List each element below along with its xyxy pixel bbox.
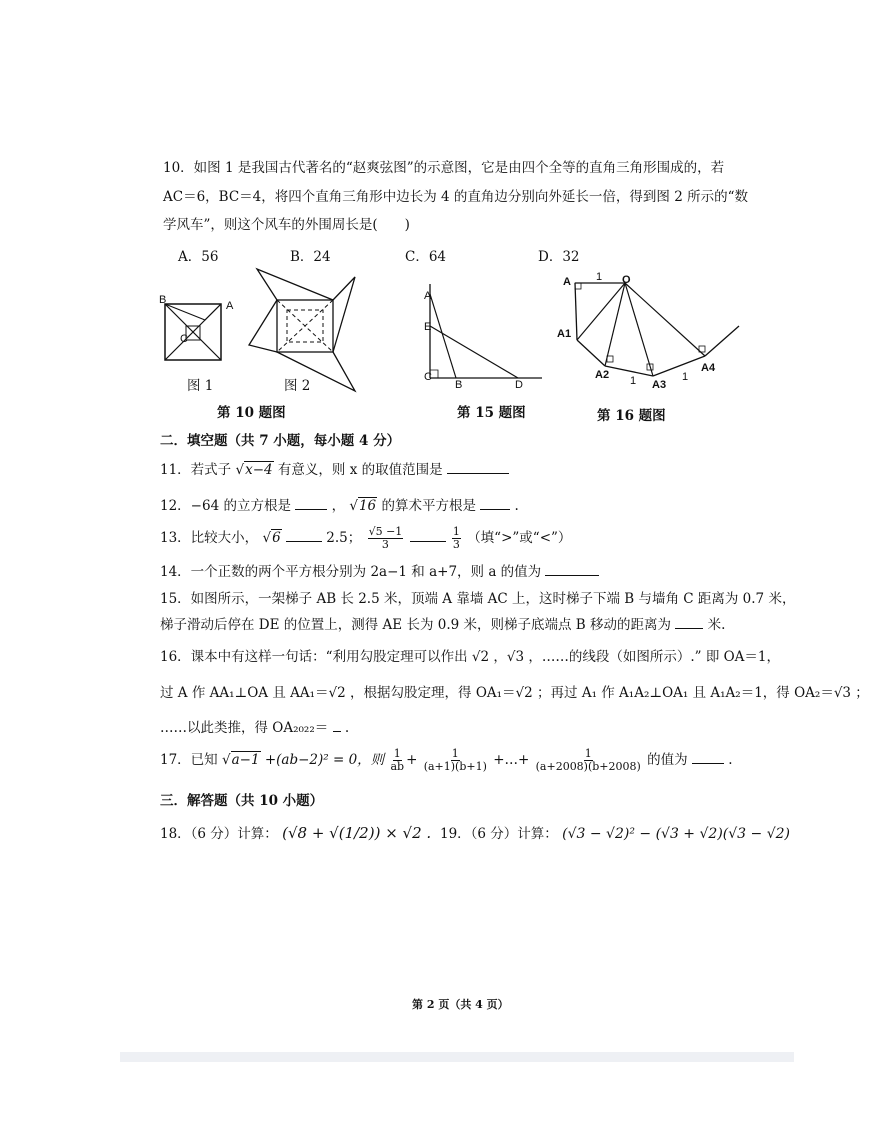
fig10-caption: 第 10 题图 [217,405,286,421]
q17-answer-blank[interactable] [692,751,724,764]
q17-f1-den: ab [390,760,405,773]
q17-f2-num: 1 [451,747,459,760]
fig15-point-a: A [424,290,432,302]
q13-frac2-num: 1 [452,525,460,538]
q17-dots: +…+ [493,752,530,768]
q10-option-d: D．32 [538,249,580,265]
q19-pre: 19．（6 分）计算： [440,826,558,842]
q14-text: 14．一个正数的两个平方根分别为 2a−1 和 a+7，则 a 的值为 [160,564,542,580]
fig16-point-a4: A4 [701,362,716,374]
q16-line3 [160,716,349,736]
q16-line3-text: ……以此类推，得 OA₂₀₂₂＝ [160,720,329,736]
q10-option-a: A．56 [178,249,219,265]
q11-post: 有意义，则 x 的取值范围是 [277,462,443,478]
q17-f3-num: 1 [584,747,592,760]
q11-radicand: x−4 [245,462,273,478]
q10-option-b: B．24 [290,249,331,265]
q18 [160,822,431,842]
q17-radicand: a−1 [231,752,260,768]
q13: 13．比较大小， √6 2.5； $\frac{√5 -1}{3}$ $\frac{1}{3}$ （填“>”或“<”） [160,525,572,551]
fig16-point-o: O [622,274,631,286]
q17-post: 的值为 [647,752,688,768]
fig16-point-a1: A1 [557,328,572,340]
q12: 12．−64 的立方根是 ， √16 的算术平方根是 . [160,498,519,514]
q15-line2-text: 梯子滑动后停在 DE 的位置上，测得 AE 长为 0.9 米，则梯子底端点 B 移动的距离为 [160,617,672,633]
q14 [160,560,599,580]
section-3-heading: 三．解答题（共 10 小题） [160,793,324,809]
fig15-point-b: B [455,379,463,391]
q17: 17．已知 √a−1 +(ab−2)² = 0，则 $\frac{1}{ab}$ + $\frac{1}{(a+1)(b+1)}$ +…+ $\frac{1}{(a+2008)(b+2008)}$ 的值为 . [160,747,733,773]
q17-condition: +(ab−2)² = 0，则 [264,752,385,768]
page-footer: 第 2 页（共 4 页） [412,998,509,1011]
fig15-point-d: D [515,379,523,391]
q16-answer-blank[interactable] [333,719,341,732]
q12-end: . [514,498,519,514]
q13-pre: 13．比较大小， [160,530,259,546]
q17-f3-den: (a+2008)(b+2008) [535,760,641,773]
fig15-caption: 第 15 题图 [457,405,526,421]
bottom-strip [120,1052,794,1062]
fig1-point-a: A [226,300,234,312]
q10-option-c: C．64 [405,249,447,265]
q15-answer-blank[interactable] [675,616,703,629]
q15-line2 [160,613,725,633]
q18-pre: 18．（6 分）计算： [160,826,278,842]
q10-line1: 10．如图 1 是我国古代著名的“赵爽弦图”的示意图，它是由四个全等的直角三角形围成的，若 [163,160,725,176]
q13-frac2-den: 3 [452,538,460,551]
fig16-point-a: A [563,276,571,288]
fig15-point-c: C [424,371,432,383]
q18-expression: (√8 + √(1/2)) × √2 . [282,824,432,842]
q11-pre: 11．若式子 [160,462,232,478]
q15-line2-end: 米. [707,617,726,633]
q13-radicand: 6 [272,530,281,546]
fig1-point-b: B [159,294,167,306]
q13-blank-1[interactable] [286,529,322,542]
q16-end: . [344,720,350,736]
q11-answer-blank[interactable] [447,461,509,474]
q14-answer-blank[interactable] [545,563,599,576]
q12-blank-1[interactable] [295,497,327,510]
section-2-heading: 二．填空题（共 7 小题，每小题 4 分） [160,433,401,449]
fig1-label: 图 1 [187,378,214,394]
q12-mid: ， [331,498,346,514]
q15-line1: 15．如图所示，一架梯子 AB 长 2.5 米，顶端 A 靠墙 AC 上，这时梯子下端 B 与墙角 C 距离为 0.7 米， [160,591,796,607]
q13-frac1-den: 3 [381,538,389,551]
fig16-sqrt-spiral-diagram [555,268,745,390]
fig1-point-c: C [180,333,188,345]
q10-line2: AC＝6，BC＝4，将四个直角三角形中边长为 4 的直角边分别向外延长一倍，得到图 2 所示的“数 [163,189,749,205]
q13-blank-2[interactable] [410,529,446,542]
fig16-length-1b: 1 [630,375,637,387]
fig2-label: 图 2 [284,378,311,394]
fig16-caption: 第 16 题图 [597,408,666,424]
q19 [440,822,790,842]
q17-f2-den: (a+1)(b+1) [423,760,487,773]
q12-pre: 12．−64 的立方根是 [160,498,291,514]
fig16-point-a3: A3 [652,379,667,391]
fig16-length-1c: 1 [682,371,689,383]
fig16-length-1a: 1 [596,271,603,283]
q12-post: 的算术平方根是 [381,498,476,514]
q12-blank-2[interactable] [480,497,510,510]
q11: 11．若式子 √x−4 有意义，则 x 的取值范围是 [160,458,509,478]
q16-line2: 过 A 作 AA₁⊥OA 且 AA₁＝√2 ，根据勾股定理，得 OA₁＝√2 ；再过 A₁ 作 A₁A₂⊥OA₁ 且 A₁A₂＝1，得 OA₂＝√3 ； [160,685,869,701]
q13-post: （填“>”或“<”） [467,530,572,546]
q17-pre: 17．已知 [160,752,218,768]
fig15-ladder-diagram [420,280,545,390]
q13-frac1-num: √5 −1 [368,525,403,538]
q12-radicand: 16 [358,498,377,514]
q16-line1: 16．课本中有这样一句话：“利用勾股定理可以作出 √2 ，√3 ，……的线段（如图所示）.” 即 OA＝1， [160,649,781,665]
fig1-zhaoshuang-diagram [155,290,235,370]
q17-end: . [728,752,733,768]
q17-f1-num: 1 [393,747,401,760]
q13-mid: 2.5； [326,530,362,546]
fig15-point-e: E [424,321,432,333]
q10-line3: 学风车”，则这个风车的外围周长是( ) [163,217,410,233]
q19-expression: (√3 − √2)² − (√3 + √2)(√3 − √2) [562,826,790,842]
fig16-point-a2: A2 [595,369,610,381]
